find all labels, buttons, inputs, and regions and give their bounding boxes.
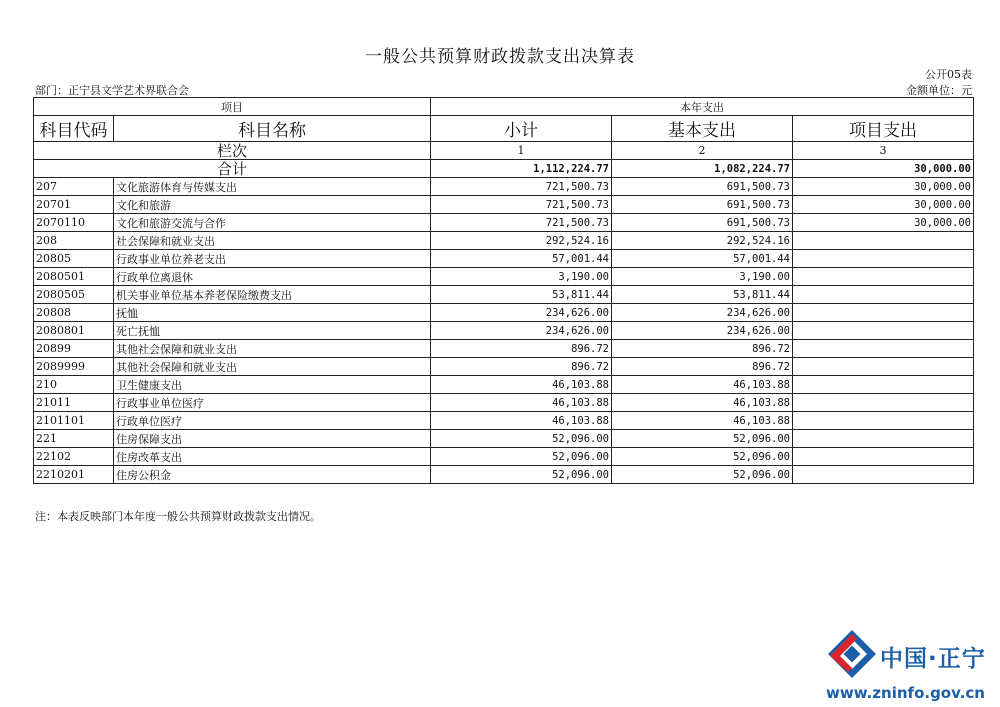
row-subtotal: 721,500.73 (431, 196, 612, 214)
row-name: 抚恤 (114, 304, 431, 322)
row-project (793, 268, 974, 286)
row-name: 行政事业单位养老支出 (114, 250, 431, 268)
row-subtotal: 57,001.44 (431, 250, 612, 268)
row-subtotal: 46,103.88 (431, 412, 612, 430)
group-header-row (34, 98, 974, 116)
project-group-header: 项目 (34, 98, 431, 116)
row-project (793, 412, 974, 430)
row-code: 2080501 (34, 268, 114, 286)
row-code: 207 (34, 178, 114, 196)
row-code: 2101101 (34, 412, 114, 430)
row-project (793, 358, 974, 376)
row-basic: 691,500.73 (612, 196, 793, 214)
table-row (34, 394, 974, 412)
expenditure-table (33, 97, 974, 484)
project-column-header: 项目支出 (793, 116, 974, 142)
row-basic: 52,096.00 (612, 430, 793, 448)
row-basic: 3,190.00 (612, 268, 793, 286)
row-name: 其他社会保障和就业支出 (114, 358, 431, 376)
column-header-row (34, 116, 974, 142)
row-name: 机关事业单位基本养老保险缴费支出 (114, 286, 431, 304)
row-project (793, 448, 974, 466)
index-label: 栏次 (34, 142, 431, 160)
row-subtotal: 52,096.00 (431, 430, 612, 448)
row-name: 卫生健康支出 (114, 376, 431, 394)
row-basic: 292,524.16 (612, 232, 793, 250)
basic-column-header: 基本支出 (612, 116, 793, 142)
row-code: 21011 (34, 394, 114, 412)
row-subtotal: 3,190.00 (431, 268, 612, 286)
table-row (34, 448, 974, 466)
row-name: 其他社会保障和就业支出 (114, 340, 431, 358)
row-project (793, 394, 974, 412)
row-basic: 896.72 (612, 358, 793, 376)
row-basic: 896.72 (612, 340, 793, 358)
row-name: 死亡抚恤 (114, 322, 431, 340)
table-row (34, 232, 974, 250)
row-subtotal: 234,626.00 (431, 304, 612, 322)
row-name: 文化和旅游交流与合作 (114, 214, 431, 232)
code-column-header: 科目代码 (34, 116, 114, 142)
row-basic: 53,811.44 (612, 286, 793, 304)
index-col-1: 1 (431, 142, 612, 160)
current-year-group-header: 本年支出 (431, 98, 974, 116)
table-row (34, 340, 974, 358)
table-row (34, 178, 974, 196)
row-code: 20899 (34, 340, 114, 358)
row-basic: 691,500.73 (612, 178, 793, 196)
row-basic: 52,096.00 (612, 448, 793, 466)
row-project: 30,000.00 (793, 214, 974, 232)
form-number: 公开05表 (925, 68, 972, 81)
table-row (34, 466, 974, 484)
row-subtotal: 46,103.88 (431, 376, 612, 394)
row-subtotal: 234,626.00 (431, 322, 612, 340)
row-subtotal: 292,524.16 (431, 232, 612, 250)
watermark-text: 中国·正宁 (880, 646, 986, 672)
table-row (34, 358, 974, 376)
index-col-3: 3 (793, 142, 974, 160)
row-project (793, 304, 974, 322)
row-project (793, 430, 974, 448)
row-basic: 57,001.44 (612, 250, 793, 268)
document-title: 一般公共预算财政拨款支出决算表 (365, 47, 635, 67)
table-row (34, 322, 974, 340)
row-project (793, 286, 974, 304)
row-code: 2210201 (34, 466, 114, 484)
total-project: 30,000.00 (793, 160, 974, 178)
watermark-url: www.zninfo.gov.cn (826, 684, 985, 702)
row-project (793, 340, 974, 358)
row-subtotal: 896.72 (431, 358, 612, 376)
row-project (793, 232, 974, 250)
row-code: 2089999 (34, 358, 114, 376)
row-code: 22102 (34, 448, 114, 466)
table-row (34, 412, 974, 430)
row-basic: 234,626.00 (612, 304, 793, 322)
row-project (793, 250, 974, 268)
table-row (34, 250, 974, 268)
row-project (793, 322, 974, 340)
subtotal-column-header: 小计 (431, 116, 612, 142)
row-subtotal: 896.72 (431, 340, 612, 358)
total-subtotal: 1,112,224.77 (431, 160, 612, 178)
row-subtotal: 52,096.00 (431, 466, 612, 484)
table-row (34, 304, 974, 322)
zhengning-logo-icon (824, 626, 880, 682)
row-code: 20805 (34, 250, 114, 268)
row-name: 文化和旅游 (114, 196, 431, 214)
row-project: 30,000.00 (793, 178, 974, 196)
table-row (34, 376, 974, 394)
row-code: 20701 (34, 196, 114, 214)
watermark-logo (824, 622, 994, 704)
row-name: 行政单位医疗 (114, 412, 431, 430)
row-name: 住房公积金 (114, 466, 431, 484)
row-subtotal: 721,500.73 (431, 214, 612, 232)
index-row (34, 142, 974, 160)
row-code: 2070110 (34, 214, 114, 232)
row-name: 行政事业单位医疗 (114, 394, 431, 412)
total-label: 合计 (34, 160, 431, 178)
department-label: 部门：正宁县文学艺术界联合会 (35, 84, 189, 97)
row-name: 行政单位离退休 (114, 268, 431, 286)
table-row (34, 268, 974, 286)
table-row (34, 286, 974, 304)
row-code: 2080801 (34, 322, 114, 340)
row-code: 208 (34, 232, 114, 250)
row-code: 210 (34, 376, 114, 394)
row-basic: 691,500.73 (612, 214, 793, 232)
name-column-header: 科目名称 (114, 116, 431, 142)
table-row (34, 430, 974, 448)
row-subtotal: 46,103.88 (431, 394, 612, 412)
table-note: 注：本表反映部门本年度一般公共预算财政拨款支出情况。 (35, 510, 321, 523)
row-name: 住房保障支出 (114, 430, 431, 448)
row-name: 文化旅游体育与传媒支出 (114, 178, 431, 196)
total-basic: 1,082,224.77 (612, 160, 793, 178)
row-code: 20808 (34, 304, 114, 322)
amount-unit-label: 金额单位：元 (906, 84, 972, 97)
row-basic: 52,096.00 (612, 466, 793, 484)
row-subtotal: 721,500.73 (431, 178, 612, 196)
row-name: 社会保障和就业支出 (114, 232, 431, 250)
row-subtotal: 52,096.00 (431, 448, 612, 466)
row-name: 住房改革支出 (114, 448, 431, 466)
row-project (793, 466, 974, 484)
row-basic: 46,103.88 (612, 376, 793, 394)
row-basic: 234,626.00 (612, 322, 793, 340)
row-basic: 46,103.88 (612, 394, 793, 412)
table-row (34, 196, 974, 214)
row-code: 221 (34, 430, 114, 448)
total-row (34, 160, 974, 178)
index-col-2: 2 (612, 142, 793, 160)
row-project (793, 376, 974, 394)
row-basic: 46,103.88 (612, 412, 793, 430)
row-project: 30,000.00 (793, 196, 974, 214)
row-subtotal: 53,811.44 (431, 286, 612, 304)
table-row (34, 214, 974, 232)
row-code: 2080505 (34, 286, 114, 304)
